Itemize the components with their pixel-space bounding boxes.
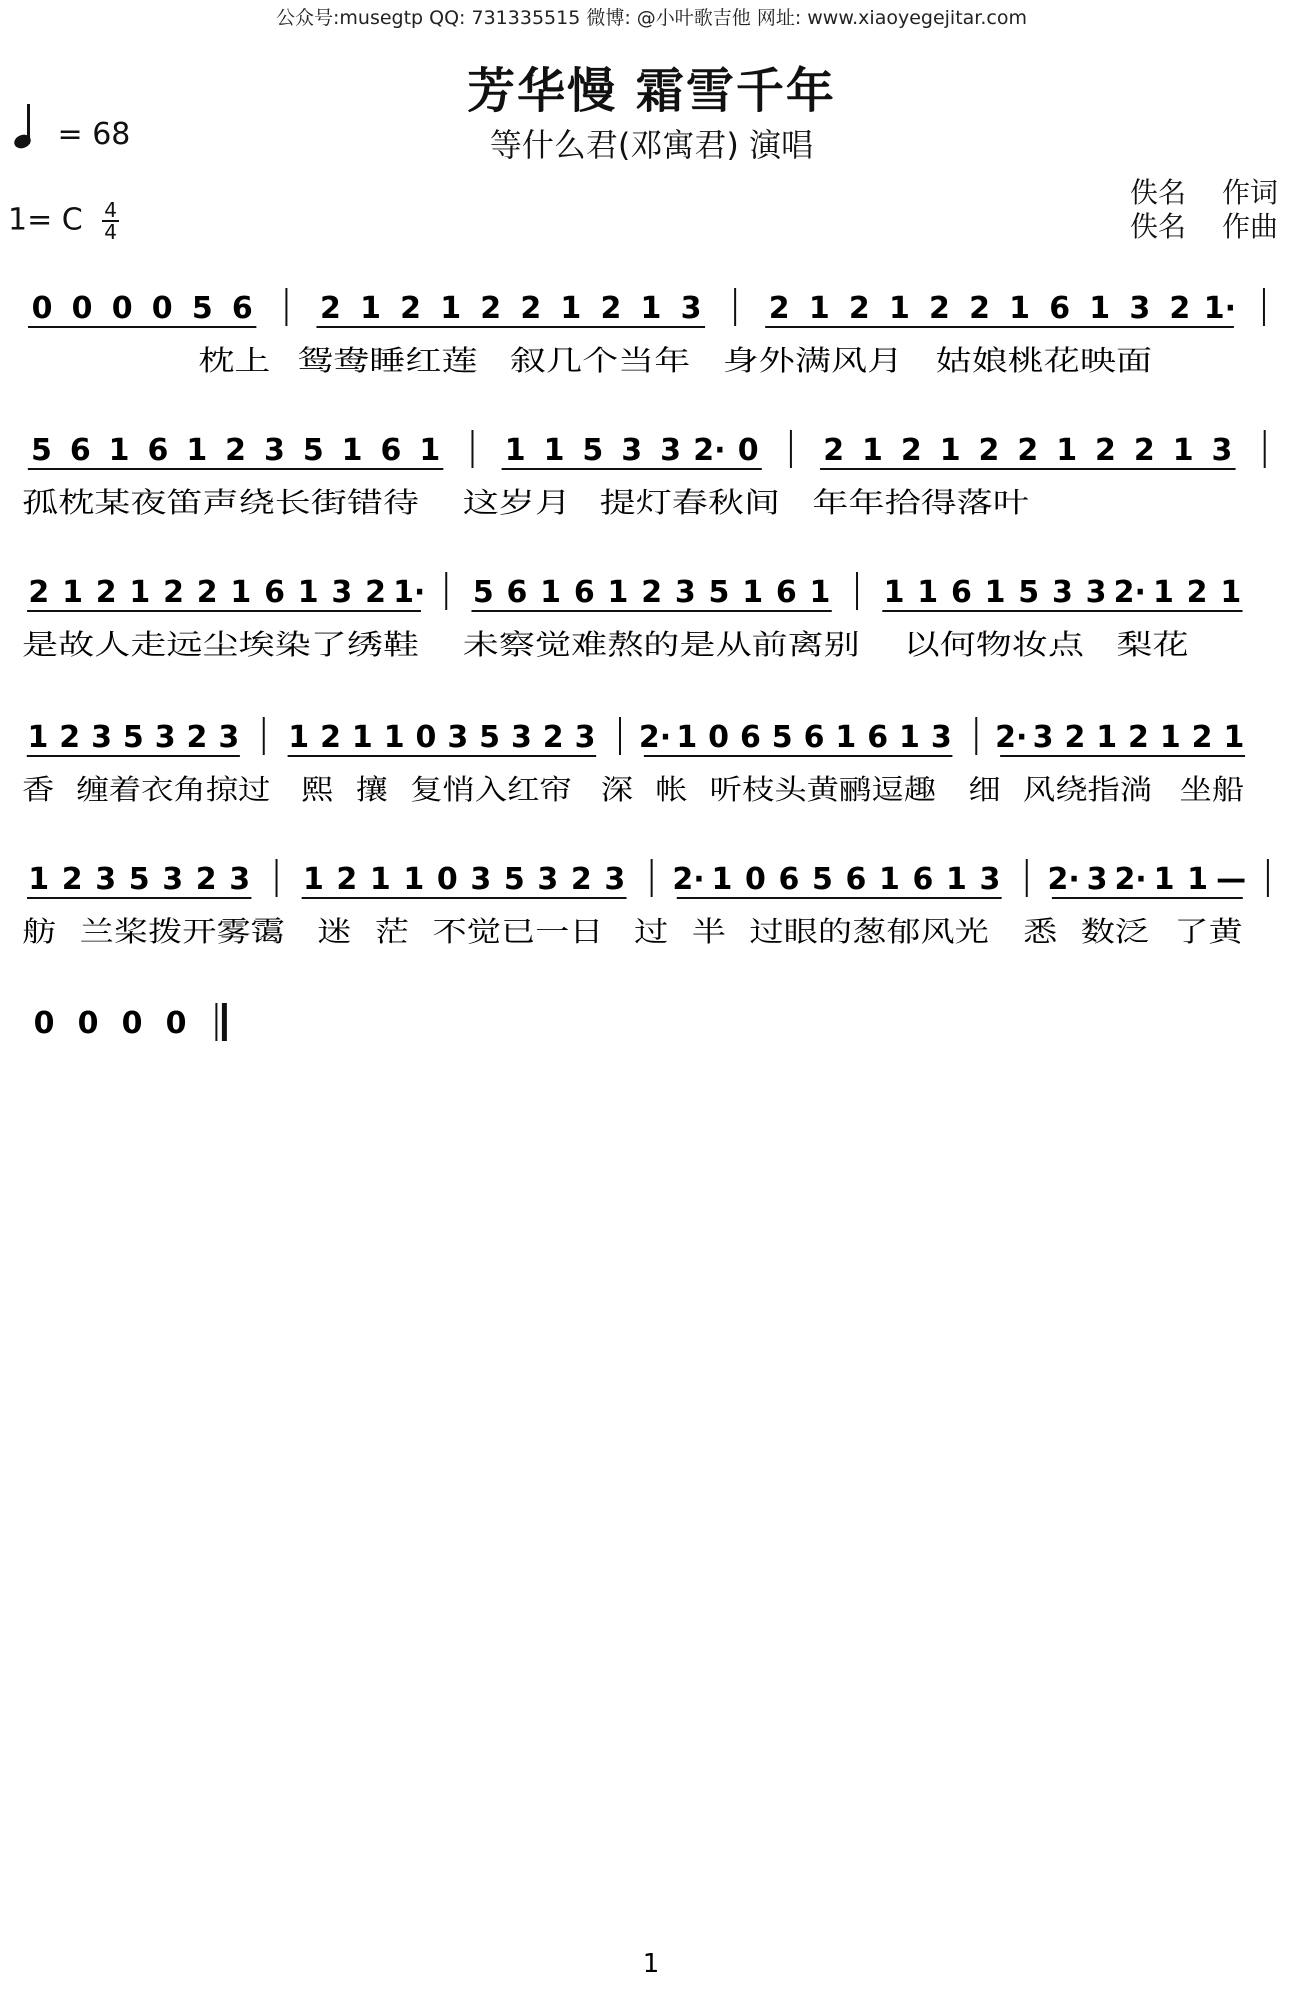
lyric-word: 迷	[317, 915, 352, 948]
note: 6	[573, 575, 595, 610]
note: 1	[383, 720, 405, 755]
note: 0	[436, 862, 458, 897]
note: 6	[506, 575, 528, 610]
lyric-word: 过眼的葱郁风光	[749, 915, 989, 948]
note: 1	[742, 575, 764, 610]
note: 3	[1032, 720, 1054, 755]
note: 2	[186, 720, 208, 755]
note: 2	[163, 575, 184, 610]
note: 0	[415, 720, 437, 755]
note: 0	[151, 291, 173, 326]
note: 2	[969, 291, 990, 326]
note: 5	[582, 433, 604, 468]
note: 2·	[995, 720, 1028, 755]
lyric-word: 过	[634, 915, 669, 948]
lyric-word: 风绕指淌	[1022, 773, 1153, 806]
note: 3	[470, 862, 492, 897]
note: 6	[778, 862, 800, 897]
note: 3	[1086, 862, 1108, 897]
lyricist-role: 作词	[1222, 176, 1279, 209]
note: 1	[945, 862, 967, 897]
note: 2	[480, 291, 502, 326]
note: 1	[419, 433, 441, 468]
note: 3	[930, 720, 952, 755]
note: 1	[879, 862, 900, 897]
note: 3	[263, 433, 285, 468]
key-label: 1= C	[8, 202, 83, 238]
note: 2	[570, 862, 592, 897]
note: 6	[912, 862, 934, 897]
note: 6	[775, 575, 797, 610]
lyric-word: 细	[968, 773, 1001, 806]
lyric-word: 以何物妆点	[903, 628, 1086, 661]
note: 0	[121, 1006, 143, 1041]
note: 2	[336, 862, 358, 897]
note: 1	[711, 862, 733, 897]
staff-system	[22, 717, 1245, 806]
note: 6	[147, 433, 169, 468]
note: 2·	[1047, 862, 1080, 897]
lyricist-name: 佚名	[1130, 176, 1187, 209]
note: 1	[540, 575, 562, 610]
lyric-word: 半	[691, 915, 727, 948]
note: 2·	[672, 862, 705, 897]
note: 1	[129, 575, 151, 610]
note: 3	[218, 720, 240, 755]
note: 1	[186, 433, 208, 468]
composer-name: 佚名	[1130, 210, 1187, 243]
lyric-word: 香	[22, 773, 55, 806]
note: 3	[162, 862, 184, 897]
staff-system	[28, 288, 1264, 377]
lyric-word: 鸳鸯睡红莲	[297, 344, 478, 377]
note: 1	[1152, 575, 1174, 610]
note: 1	[1056, 433, 1078, 468]
note: 2	[320, 720, 341, 755]
lyric-word: 枕上	[198, 344, 271, 377]
note: 2·	[638, 720, 672, 755]
note: 2	[1169, 291, 1191, 326]
note: 2	[225, 433, 247, 468]
note: 2	[1095, 433, 1116, 468]
note: 1	[351, 720, 373, 755]
note: 2	[641, 575, 663, 610]
note: 5	[302, 433, 324, 468]
note: 1	[62, 575, 83, 610]
note: 1	[809, 575, 831, 610]
note: 2	[61, 862, 83, 897]
note: 1	[835, 720, 857, 755]
note: 2	[1128, 720, 1149, 755]
lyric-word: 听枝头黄鹂逗趣	[709, 773, 937, 806]
note: 6	[845, 862, 867, 897]
note: 3	[574, 720, 596, 755]
lyric-word: 攘	[355, 773, 388, 806]
lyric-word: 复悄入红帘	[410, 773, 572, 806]
lyric-word: 身外满风月	[722, 344, 904, 377]
note: 0	[745, 862, 766, 897]
note: 2	[1191, 720, 1213, 755]
note: 0	[71, 291, 93, 326]
note: 2	[195, 862, 217, 897]
note: 2	[365, 575, 386, 610]
note: 1·	[1203, 291, 1237, 326]
note: 6	[803, 720, 825, 755]
staff-system	[22, 859, 1268, 948]
lyric-word: 不觉已一日	[432, 915, 604, 948]
note: 1	[1153, 862, 1175, 897]
note: 5	[128, 862, 150, 897]
note: 2	[848, 291, 870, 326]
note: 1	[28, 862, 50, 897]
note: 2	[1064, 720, 1086, 755]
note: 2	[400, 291, 422, 326]
note: 3	[1129, 291, 1151, 326]
note: 1	[440, 291, 462, 326]
note: 1	[939, 433, 961, 468]
song-title: 芳华慢 霜雪千年	[467, 63, 836, 119]
note: 2	[929, 291, 950, 326]
note: 2·	[693, 433, 726, 468]
note: 5	[479, 720, 501, 755]
note: 1	[1187, 862, 1209, 897]
note: 3	[1051, 575, 1073, 610]
composer-role: 作曲	[1222, 210, 1279, 243]
note: 3	[510, 720, 532, 755]
note: 2	[542, 720, 564, 755]
note: 3	[621, 433, 643, 468]
note: 0	[737, 433, 759, 468]
note: 5	[472, 575, 494, 610]
performer-line: 等什么君(邓寓君) 演唱	[489, 126, 814, 164]
note: 3	[154, 720, 176, 755]
note: 1	[230, 575, 252, 610]
note: 1	[341, 433, 363, 468]
lyric-word: 坐船	[1179, 773, 1245, 806]
note: 1	[607, 575, 629, 610]
staff-system	[22, 572, 1243, 661]
lyric-word: 缠着衣角掠过	[76, 773, 271, 806]
note: 3	[680, 291, 702, 326]
staff-system	[22, 430, 1265, 519]
note: 5	[1018, 575, 1040, 610]
note: 2	[823, 433, 845, 468]
note: 6	[867, 720, 889, 755]
lyric-word: 熙	[301, 773, 335, 806]
time-signature-bottom: 4	[104, 220, 117, 244]
note: 0	[33, 1006, 55, 1041]
lyric-word: 舫	[22, 915, 57, 948]
note: 1	[640, 291, 662, 326]
note: 1	[1223, 720, 1245, 755]
lyric-word: 这岁月	[462, 486, 572, 519]
lyric-word: 姑娘桃花映面	[935, 344, 1153, 377]
note: 6	[380, 433, 402, 468]
note: 2	[320, 291, 341, 326]
note: 1	[288, 720, 310, 755]
note: 2	[520, 291, 542, 326]
note: 5	[708, 575, 730, 610]
note: 1	[676, 720, 698, 755]
note: 2	[1133, 433, 1155, 468]
note: 2	[900, 433, 922, 468]
note: 1	[302, 862, 324, 897]
note: 1	[888, 291, 910, 326]
lyric-word: 数泛	[1080, 915, 1150, 948]
note: 1	[808, 291, 830, 326]
note: 3	[95, 862, 117, 897]
lyric-word: 年年拾得落叶	[812, 486, 1029, 519]
note: 5	[771, 720, 793, 755]
lyric-word: 悉	[1023, 915, 1059, 948]
note: 3	[229, 862, 251, 897]
note: 1	[1009, 291, 1031, 326]
note: 6	[69, 433, 91, 468]
note: 6	[264, 575, 285, 610]
note: 1	[899, 720, 920, 755]
note: 2·	[1113, 575, 1146, 610]
note: 3	[447, 720, 469, 755]
note: 5	[122, 720, 144, 755]
note: 1	[560, 291, 582, 326]
note: 1	[1172, 433, 1194, 468]
note: 3	[604, 862, 626, 897]
note: 5	[191, 291, 213, 326]
lyric-word: 提灯春秋间	[599, 486, 781, 519]
note: 2·	[1114, 862, 1147, 897]
note: 3	[674, 575, 696, 610]
note: 3	[1085, 575, 1107, 610]
note: 2	[978, 433, 1000, 468]
note: 2	[95, 575, 117, 610]
note: 3	[660, 433, 681, 468]
lyric-word: 茫	[374, 915, 410, 948]
note: 0	[708, 720, 730, 755]
note: 2	[768, 291, 790, 326]
note: 2	[28, 575, 50, 610]
note: 3	[91, 720, 112, 755]
note: 3	[331, 575, 353, 610]
note: 1	[1089, 291, 1111, 326]
note: 1	[403, 862, 425, 897]
lyric-word: 帐	[655, 773, 688, 806]
note: 1	[1220, 575, 1242, 610]
note: 2	[1017, 433, 1039, 468]
source-watermark: 公众号:musegtp QQ: 731335515 微博: @小叶歌吉他 网址: www.xiaoyegejitar.com	[276, 7, 1027, 29]
note: 1·	[393, 575, 426, 610]
lyric-word: 未察觉难熬的是从前离别	[462, 628, 860, 661]
note: 6	[231, 291, 253, 326]
tempo-value: = 68	[57, 117, 131, 152]
note: 1	[984, 575, 1006, 610]
note: 2	[1186, 575, 1208, 610]
lyric-word: 叙几个当年	[509, 344, 691, 377]
note: 6	[1049, 291, 1071, 326]
lyric-word: 深	[600, 773, 634, 806]
note: 0	[31, 291, 53, 326]
note: 2	[600, 291, 622, 326]
note: 3	[537, 862, 559, 897]
note: 5	[812, 862, 833, 897]
note: 1	[917, 575, 939, 610]
note: 1	[360, 291, 381, 326]
note: 2	[59, 720, 81, 755]
lyric-word: 梨花	[1116, 628, 1189, 661]
note: 1	[108, 433, 130, 468]
note: 0	[77, 1006, 99, 1041]
note: 2	[196, 575, 218, 610]
note: 1	[1096, 720, 1118, 755]
note: 1	[862, 433, 883, 468]
note: 6	[950, 575, 972, 610]
note: 0	[111, 291, 133, 326]
note: 1	[504, 433, 526, 468]
lyric-word: 孤枕某夜笛声绕长街错待	[22, 486, 420, 519]
time-signature-top: 4	[104, 198, 117, 222]
note: 1	[543, 433, 565, 468]
note: —	[1216, 862, 1247, 897]
note: 6	[739, 720, 761, 755]
note: 1	[27, 720, 49, 755]
lyric-word: 了黄	[1174, 915, 1244, 948]
note: 1	[369, 862, 391, 897]
staff-system	[34, 1003, 225, 1041]
lyric-word: 兰桨拨开雾霭	[79, 915, 285, 948]
note: 1	[1159, 720, 1181, 755]
note: 3	[979, 862, 1001, 897]
note: 0	[165, 1006, 187, 1041]
lyric-word: 是故人走远尘埃染了绣鞋	[22, 628, 420, 661]
page-number: 1	[642, 1949, 660, 1979]
note: 3	[1211, 433, 1233, 468]
note: 1	[883, 575, 905, 610]
note: 1	[297, 575, 319, 610]
note: 5	[503, 862, 525, 897]
note: 5	[30, 433, 52, 468]
